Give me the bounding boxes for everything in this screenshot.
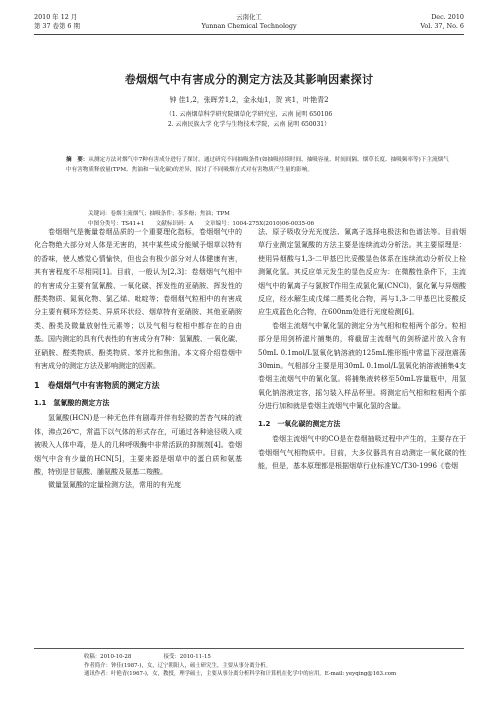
issue-info-en [420,13,464,31]
header-volume-en: Vol. 37, No. 6 [420,22,464,30]
author-list: 钟 佳1,2，张晖芳1,2，金永灿1，贺 宾1，叶艳青2 [169,96,329,104]
affiliations [0,110,498,130]
header-date: 2010 年 12 月 [34,13,78,21]
footnotes [34,648,464,679]
classification-line: 中图分类号：TS41+1 文献标识码：A 文章编号：1004-275X(2010)06-0035-06 [88,220,315,227]
header-rule [34,34,464,35]
hcn-measurement-paragraph: 卷烟主流烟气中氰化氢的测定分为气相和粒相两个部分。粒相部分是用剑桥滤片捕集的，将截留主流烟气的剑桥滤片放入含有50mL 0.1mol/L氢氧化钠溶液的125mL锥形瓶中常温下浸泡震荡30min。气相部分主要是用30mL 0.1mol/L氢氧化钠溶液捕集4支卷烟主流烟气中的氰化氢。将捕集液转移至50mL容量瓶中，用氢氧化钠溶液定容，摇匀装入样品杯里。将测定后气相和粒相两个部分进行加和就是卷烟主流烟气中氰化氢的含量。 [258,321,466,411]
abstract-label: 摘 要： [66,157,89,163]
affiliation-1: （1. 云南烟草科学研究院烟草化学研究室，云南 昆明 650106 [165,111,333,118]
hcn-method-paragraph: 微量氢氰酸的定量检测方法，常用的有光度 [48,481,181,490]
section-heading: 1 卷烟烟气中有害物质的测定方法 [34,381,160,391]
right-column [258,226,466,473]
corresponding-author: 通讯作者：叶艳青(1967-)，女，教授，理学硕士，主要从事分离分析科学和计算机在化学中的应用。E-mail: yeyqing@163.com [84,671,397,677]
author-bio: 作者简介：钟佳(1987-)，女，辽宁朝阳人，硕士研究生，主要从事分离分析。 [84,662,271,669]
header-date-en: Dec. 2010 [431,13,464,21]
journal-name [34,13,464,31]
abstract-text: 从测定方法对烟气中7种有害成分进行了探讨。通过研究不同抽吸条件(如抽吸持续时间、抽吸容量、时间间隔、烟草长度、抽吸频率等)下主流烟气中有害物质释放量(TPM、焦油和一氧化碳)的差异，探讨了不同吸烟方式对有害物质产生量的影响。 [66,157,449,173]
hcn-method-continued: 法、原子吸收分光光度法、氰离子选择电极法和色谱法等。目前烟草行业测定氢氰酸的方法主要是连续流动分析法。其主要原理是：使用异烟酸与1,3-二甲基巴比妥酸显色体系在连续流动分析仪上检测氰化氢。其反应单元发生的显色反应为：在微酸性条件下，主流烟气中的氰离子与氯胺T作用生成氯化氰(CNCl)，氯化氰与异烟酸反应，经水解生成戊烯二醛类化合物，再与1,3-二甲基巴比妥酸反应生成蓝色化合物，在600nm处进行光度检测[6]。 [258,228,466,317]
journal-name-cn: 云南化工 [236,13,262,21]
co-paragraph: 卷烟主流烟气中的CO是在卷烟抽吸过程中产生的，主要存在于卷烟烟气气相物质中。目前，大多仪器具有自动测定一氧化碳的性能，但是，基本原理都是根据烟草行业标准YC/T30-1996《卷烟 [258,435,466,470]
journal-name-en: Yunnan Chemical Technology [201,22,297,30]
subsection-heading-co: 1.2 一氧化碳的测定方法 [258,419,341,428]
received-dates: 收稿：2010-10-28 接受：2010-11-15 [84,654,211,660]
header-volume: 第 37 卷第 6 期 [34,22,80,30]
subsection-heading: 1.1 氢氰酸的测定方法 [34,398,110,407]
affiliation-2: 2. 云南民族大学 化学与生物技术学院，云南 昆明 650031） [167,121,331,128]
paper-title: 卷烟烟气中有害成分的测定方法及其影响因素探讨 [124,73,374,86]
intro-paragraph: 卷烟烟气是衡量卷烟品质的一个重要理化指标，卷烟烟气中的化合物绝大部分对人体是无害的，其中某些成分能赋予烟草以特有的香味，使人感觉心情愉快，但也会有极少部分对人体健康有害，其有害程度不尽相同[1]。目前，一般认为[2,3]：卷烟烟气气相中的有害成分主要有氢氰酸、一氧化碳、挥发性的亚硝胺、挥发性的醛类物质、氮氧化物、氯乙烯、吡啶等；卷烟烟气粒相中的有害成分主要有稠环芳烃类、异质环状烃、烟草特有亚硝胺、其他亚硝胺类、酚类及微量放射性元素等；以及气相与粒相中都存在的自由基。国内测定的具有代表性的有害成分有7种：氢氰酸、一氧化碳、亚硝胺、醛类物质、酚类物质、苯并比和焦油。本文将介绍卷烟中有害成分的测定方法及影响测定的因素。 [34,228,242,371]
hcn-paragraph: 氢氰酸(HCN)是一种无色伴有剧毒并伴有轻微的苦杏气味的液体，沸点26℃，常温下以气体的形式存在，可通过各种途径吸入或被吸入人体中毒，是人的几种呼吸酶中非常活跃的抑制剂[4]。卷烟烟气中含有少量的HCN[5]，主要来源是烟草中的蛋白质和氨基酸，特别是甘氨酸、脯氨酸及氨基二羧酸。 [34,414,242,476]
left-column [34,226,242,493]
keywords: 关键词：卷烟主流烟气；抽吸条件；茶多酚；焦油；TPM [88,211,230,217]
abstract [66,156,450,176]
